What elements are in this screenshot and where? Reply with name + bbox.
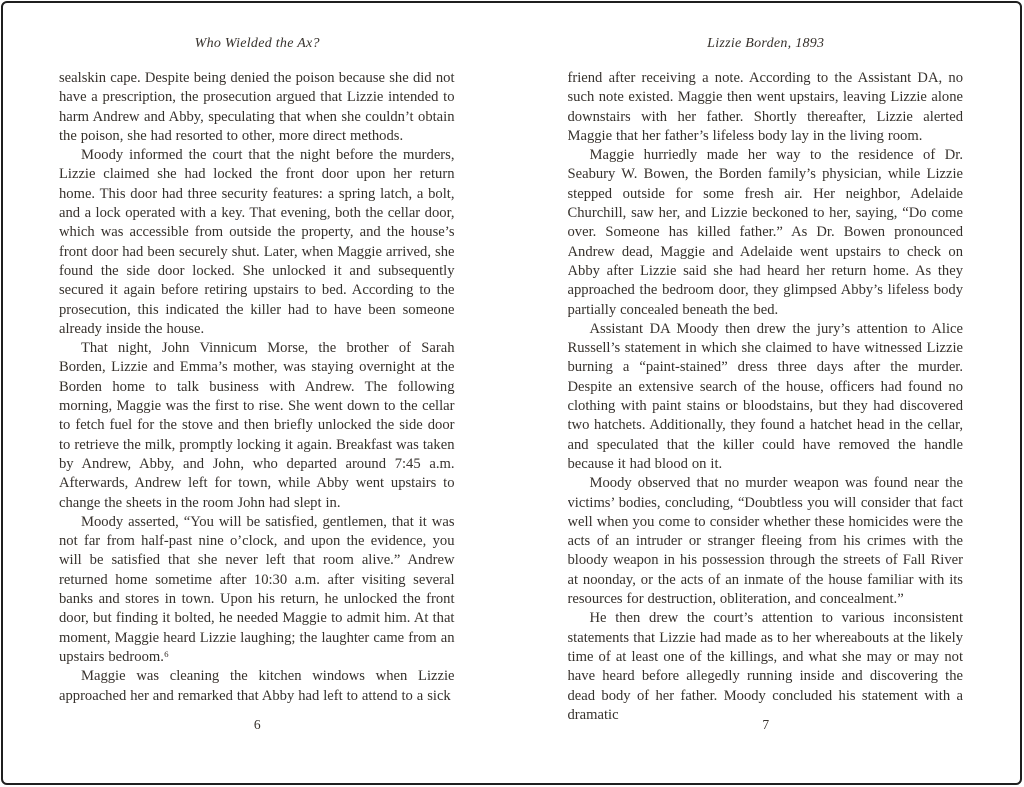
paragraph: Moody informed the court that the night before the murders, Lizzie claimed she had locked the front door upon her return home. This door had three security features: a spring latch, a bolt, and a lock operated with a key. That evening, both the cellar door, which was accessible from outside the property, and the house’s front door had been securely shut. Later, when Maggie arrived, she found the side door locked. She unlocked it and subsequently secured it again before retiring upstairs to bed. According to the prosecution, this indicated the killer had to have been someone already inside the house.: [59, 147, 455, 337]
left-page-number: 6: [253, 717, 261, 732]
paragraph: Assistant DA Moody then drew the jury’s attention to Alice Russell’s statement in which she claimed to have witnessed Lizzie burning a “paint-stained” dress three days after the murder. Despite an extensive search of the house, officers had found no clothing with paint stains or bloodstains, but they had discovered two hatchets. Additionally, they found a hatchet head in the cellar, and speculated that the killer could have removed the handle because it had blood on it.: [567, 320, 963, 472]
right-page: [512, 3, 1021, 783]
left-page-body-text: [59, 69, 455, 721]
right-page-number: 7: [762, 717, 770, 732]
book-page-frame: [1, 1, 1022, 785]
left-running-head: Who Wielded the Ax?: [194, 36, 320, 51]
paragraph: Maggie hurriedly made her way to the residence of Dr. Seabury W. Bowen, the Borden family’s physician, while Lizzie stepped outside for some fresh air. Her neighbor, Adelaide Churchill, saw her, and Lizzie beckoned to her, saying, “Do come over. Someone has killed father.” As Dr. Bowen pronounced Andrew dead, Maggie and Adelaide went upstairs to check on Abby after Lizzie said she had heard her return home. As they approached the bedroom door, they glimpsed Abby’s lifeless body partially concealed beneath the bed.: [567, 147, 963, 318]
right-running-head: Lizzie Borden, 1893: [707, 36, 825, 51]
paragraph: That night, John Vinnicum Morse, the brother of Sarah Borden, Lizzie and Emma’s mother, was staying overnight at the Borden home to talk business with Andrew. The following morning, Maggie was the first to rise. She went down to the cellar to fetch fuel for the stove and then briefly unlocked the side door to retrieve the milk, promptly locking it again. Breakfast was taken by Andrew, Abby, and John, who departed around 7:45 a.m. Afterwards, Andrew left for town, while Abby went upstairs to change the sheets in the room John had slept in.: [59, 340, 455, 511]
paragraph: friend after receiving a note. According to the Assistant DA, no such note existed. Maggie then went upstairs, leaving Lizzie alone downstairs with her father. Shortly thereafter, Lizzie alerted Maggie that her father’s lifeless body lay in the living room.: [567, 70, 963, 144]
right-page-body-text: [568, 69, 964, 721]
paragraph: Moody asserted, “You will be satisfied, gentlemen, that it was not far from half-past nine o’clock, and upon the evidence, you will be satisfied that she never left that room alive.” Andrew returned home sometime after 10:30 a.m. after visiting several banks and stores in town. Upon his return, he unlocked the front door, but finding it bolted, he needed Maggie to admit him. At that moment, Maggie heard Lizzie laughing; the laughter came from an upstairs bedroom.⁶: [59, 513, 455, 665]
paragraph: Maggie was cleaning the kitchen windows when Lizzie approached her and remarked that Abby had left to attend to a sick: [59, 668, 455, 704]
paragraph: He then drew the court’s attention to various inconsistent statements that Lizzie had made as to her whereabouts at the likely time of at least one of the killings, and what she may or may not have heard before allegedly running inside and discovering the dead body of her father. Moody concluded his statement with a dramatic: [567, 610, 963, 721]
book-spread: [3, 3, 1020, 783]
left-page: [3, 3, 512, 783]
paragraph: Moody observed that no murder weapon was found near the victims’ bodies, concluding, “Doubtless you will consider that fact well when you come to consider whether these homicides were the acts of an intruder or stranger fleeing from his crimes with the bloody weapon in his possession through the streets of Fall River at noonday, or the acts of an inmate of the house familiar with its resources for destruction, obliteration, and concealment.”: [567, 475, 963, 608]
paragraph: sealskin cape. Despite being denied the poison because she did not have a prescription, the prosecution argued that Lizzie intended to harm Andrew and Abby, speculating that when she couldn’t obtain the poison, she had resorted to other, more direct methods.: [59, 70, 455, 144]
